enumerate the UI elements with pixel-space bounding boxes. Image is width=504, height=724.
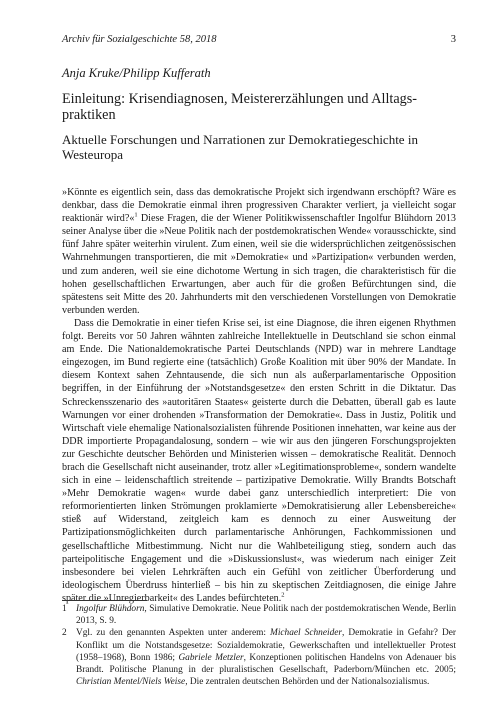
journal-citation: Archiv für Sozialgeschichte 58, 2018 xyxy=(62,34,217,45)
footnote-text: Ingolfur Blühdorn, Simulative Demokratie. Neue Politik nach der postdemokratischen Wende, Berlin 2013, S. 9. xyxy=(76,604,456,627)
article-subtitle: Aktuelle Forschungen und Narrationen zur Demokratiegeschichte in Westeuropa xyxy=(62,132,418,162)
opening-quote: »Könnte es eigentlich sein, dass das demokratische Projekt sich irgendwann erschöpft? Wäre es denkbar, dass die Demokratie einmal ihren progressiven Charakter verliert, ja vielleicht sogar reaktionär wird?« xyxy=(62,187,456,225)
page-number: 3 xyxy=(450,34,456,45)
footnote-text: Vgl. zu den genannten Aspekten unter anderem: Michael Schneider, Demokratie in Gefahr? Der Konflikt um die Notstandsgesetze: Sozialdemokratie, Gewerkschaften und intellektueller Protest (1958–1968), Bonn 1986; Gabriele Metzler, Konzeptionen politischen Handelns von Adenauer bis Brandt. Politische Planung in der pluralistischen Gesellschaft, Paderborn/München etc. 2005; Christian Mentel/Niels Weise, Die zentralen deutschen Behörden und der Nationalsozialismus. xyxy=(76,628,456,688)
cited-author: Christian Mentel/Niels Weise xyxy=(76,677,186,688)
body-text xyxy=(62,186,456,605)
body-paragraph xyxy=(62,317,456,605)
cited-author: Michael Schneider xyxy=(270,628,343,639)
body-paragraph xyxy=(62,186,456,317)
running-header xyxy=(62,34,456,45)
footnote-divider xyxy=(62,600,147,601)
footnote-ref[interactable]: 2 xyxy=(281,591,285,599)
footnote-number: 2 xyxy=(62,628,67,639)
footnote xyxy=(62,603,456,627)
footnote-ref[interactable]: 1 xyxy=(134,211,138,219)
paragraph-text: Dass die Demokratie in einer tiefen Krise sei, ist eine Diagnose, die ihren eigenen Rhythmen folgt. Bereits vor 50 Jahren wähnten zahlreiche Intellektuelle in Deutschland sie schon einmal am Ende. Die Nationaldemokratische Partei Deutschlands (NPD) war in mehrere Landtage eingezogen, im Bund regierte eine (tatsächlich) Große Koalition mit über 90% der Mandate. In diesem Kontext sahen Zehntausende, die sich nun als außerparlamentarische Opposition begriffen, in der Einführung der »Notstandsgesetze« den ersten Schritt in die Diktatur. Das Schreckensszenario des »autoritären Staates« geisterte durch die Debatten, überall gab es laute Warnungen vor einer drohenden »Transformation der Demokratie«. Dass in Justiz, Politik und Wirtschaft viele ehemalige Nationalsozialisten führende Positionen innehatten, war keine aus der DDR importierte Propagandalosung, sondern – wie wir aus den jüngeren Forschungsprojekten zur Geschichte deutscher Behörden und Ministerien wissen – demokratische Realität. Dennoch brach die Gesellschaft nicht auseinander, trotz aller »Legitimationsprobleme«, sondern wandelte sich in eine – leidenschaftlich streitende – partizipative Demokratie. Willy Brandts Botschaft »Mehr Demokratie wagen« wurde dabei ganz unterschiedlich interpretiert: Die von reformorientierten linken Strömungen proklamierte »Demokratisierung aller Lebensbereiche« stieß auf Widerstand, zeitgleich kam es dennoch zu einer Ausweitung der Partizipationsmöglichkeiten durch parlamentarische Anhörungen, Fachkommissionen und gesellschaftliche Mitbestimmung. Nicht nur die Wahlbeteiligung stieg, sondern auch das parteipolitische Engagement und die »Diskussionslust«, was wiederum nach einiger Zeit insbesondere bei vielen Lehrkräften auch ein Gefühl von zeitlicher Überforderung und ideologischem Überdruss hinterließ – bis hin zu skeptischen Zeitdiagnosen, die einige Jahre später die »Unregierbarkeit« des Landes befürchteten. xyxy=(62,317,456,604)
paragraph-text: Diese Fragen, die der Wiener Politikwissenschaftler Ingolfur Blühdorn 2013 seiner Analyse über die »Neue Politik nach der postdemokratischen Wende« vorausschickte, sind fünf Jahre später weiterhin virulent. Zum einen, weil sie die widersprüchlichen zeitgenössischen Wahrnehmungen transportieren, die mit »Demokratie« und »Partizipation« verbunden werden, und zum anderen, weil sie eine dichotome Wertung in sich tragen, die charakteristisch für die hohen gesellschaftlichen Erwartungen, aber auch für die großen Befürchtungen sind, die spätestens seit Mitte des 20. Jahrhunderts mit den verschiedenen Vorstellungen von Demokratie verbunden werden. xyxy=(62,213,456,316)
article-authors: Anja Kruke/Philipp Kufferath xyxy=(62,66,211,80)
footnote-number: 1 xyxy=(62,604,67,614)
cited-author: Gabriele Metzler xyxy=(178,652,244,663)
cited-author: Ingolfur Blühdorn xyxy=(76,604,145,614)
footnote xyxy=(62,627,456,688)
footnotes xyxy=(62,603,456,688)
article-title: Einleitung: Krisendiagnosen, Meistererzählungen und Alltags-praktiken xyxy=(62,91,417,123)
